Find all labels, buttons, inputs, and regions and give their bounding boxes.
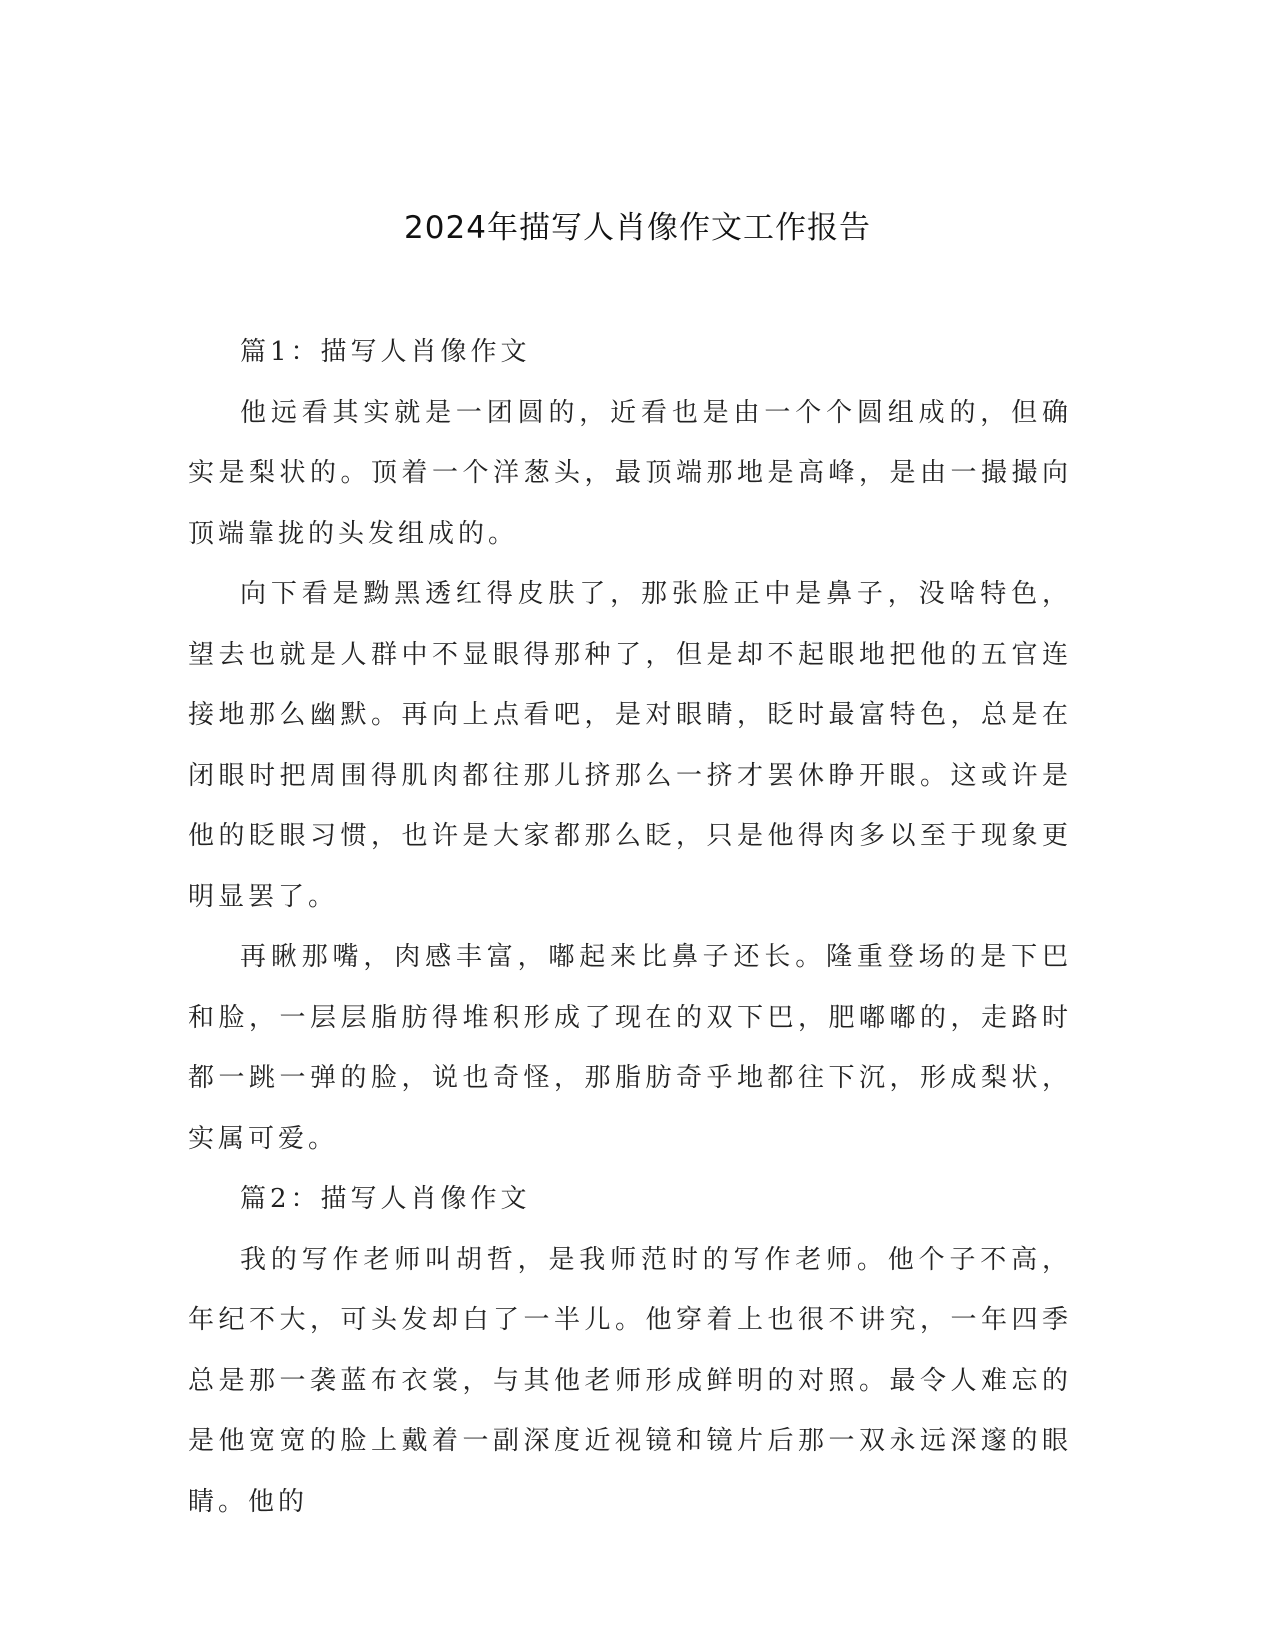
document-body xyxy=(188,322,1072,1532)
body-paragraph: 他远看其实就是一团圆的，近看也是由一个个圆组成的，但确实是梨状的。顶着一个洋葱头，最顶端那地是高峰，是由一撮撮向顶端靠拢的头发组成的。 xyxy=(188,397,1072,549)
body-paragraph: 向下看是黝黑透红得皮肤了，那张脸正中是鼻子，没啥特色，望去也就是人群中不显眼得那种了，但是却不起眼地把他的五官连接地那么幽默。再向上点看吧，是对眼睛，眨时最富特色，总是在闭眼时把周围得肌肉都往那儿挤那么一挤才罢休睁开眼。这或许是他的眨眼习惯，也许是大家都那么眨，只是他得肉多以至于现象更明显罢了。 xyxy=(188,579,1072,912)
section-heading: 篇1：描写人肖像作文 xyxy=(240,337,531,367)
section-heading: 篇2：描写人肖像作文 xyxy=(240,1184,531,1214)
document-title: 2024年描写人肖像作文工作报告 xyxy=(404,210,871,246)
body-paragraph: 再瞅那嘴，肉感丰富，嘟起来比鼻子还长。隆重登场的是下巴和脸，一层层脂肪得堆积形成了现在的双下巴，肥嘟嘟的，走路时都一跳一弹的脸，说也奇怪，那脂肪奇乎地都往下沉，形成梨状，实属可爱。 xyxy=(188,942,1072,1154)
body-paragraph: 我的写作老师叫胡哲，是我师范时的写作老师。他个子不高，年纪不大，可头发却白了一半儿。他穿着上也很不讲究，一年四季总是那一袭蓝布衣裳，与其他老师形成鲜明的对照。最令人难忘的是他宽宽的脸上戴着一副深度近视镜和镜片后那一双永远深邃的眼睛。他的 xyxy=(188,1244,1072,1517)
